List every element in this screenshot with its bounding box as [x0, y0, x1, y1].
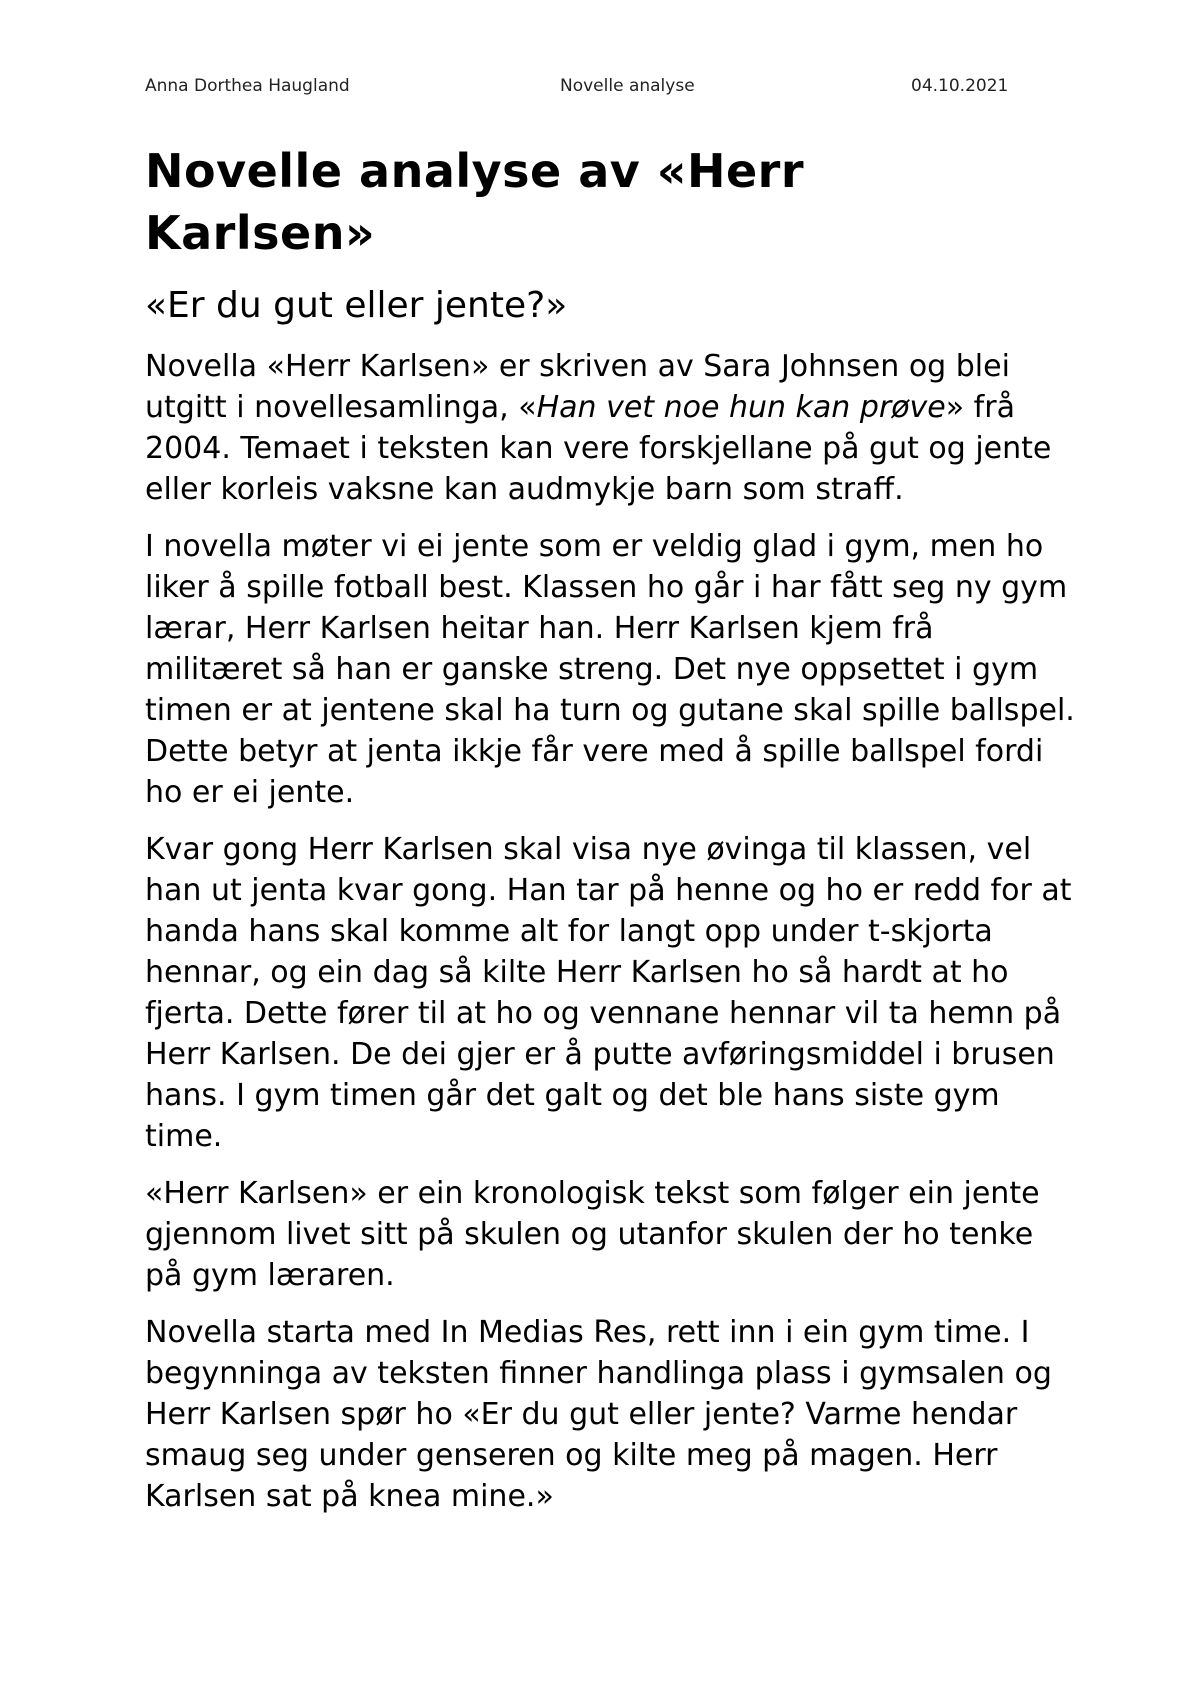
document-body	[145, 140, 1075, 1517]
header-author: Anna Dorthea Haugland	[145, 76, 350, 96]
paragraph-intro	[145, 346, 1075, 510]
header-title: Novelle analyse	[560, 76, 695, 96]
document-title: Novelle analyse av «Herr Karlsen»	[145, 144, 805, 260]
document-subtitle: «Er du gut eller jente?»	[145, 285, 568, 326]
paragraph-intro-text-before: Novella «Herr Karlsen» er skriven av Sara Johnsen og blei utgitt i novellesamlinga, «	[145, 349, 1010, 425]
header-date: 04.10.2021	[911, 76, 1009, 96]
paragraph-summary: I novella møter vi ei jente som er veldig glad i gym, men ho liker å spille fotball best. Klassen ho går i har fått seg ny gym lærar, Herr Karlsen heitar han. Herr Karlsen kjem frå militæret så han er ganske streng. Det nye oppsettet i gym timen er at jentene skal ha turn og gutane skal spille ballspel. Dette betyr at jenta ikkje får vere med å spille ballspel fordi ho er ei jente.	[145, 529, 1075, 810]
book-title: Han vet noe hun kan prøve	[536, 390, 946, 425]
paragraph-intro-text-after: » frå 2004. Temaet i teksten kan vere forskjellane på gut og jente eller korleis vaksne kan audmykje barn som straff.	[145, 390, 1052, 507]
paragraph-structure: «Herr Karlsen» er ein kronologisk tekst som følger ein jente gjennom livet sitt på skulen og utanfor skulen der ho tenke på gym læraren.	[145, 1176, 1040, 1293]
paragraph-opening: Novella starta med In Medias Res, rett inn i ein gym time. I begynninga av teksten finner handlinga plass i gymsalen og Herr Karlsen spør ho «Er du gut eller jente? Varme hendar smaug seg under genseren og kilte meg på magen. Herr Karlsen sat på knea mine.»	[145, 1315, 1052, 1514]
page-header	[145, 76, 1015, 100]
paragraph-plot: Kvar gong Herr Karlsen skal visa nye øvinga til klassen, vel han ut jenta kvar gong. Han tar på henne og ho er redd for at handa hans skal komme alt for langt opp under t-skjorta hennar, og ein dag så kilte Herr Karlsen ho så hardt at ho fjerta. Dette fører til at ho og vennane hennar vil ta hemn på Herr Karlsen. De dei gjer er å putte avføringsmiddel i brusen hans. I gym timen går det galt og det ble hans siste gym time.	[145, 832, 1072, 1154]
